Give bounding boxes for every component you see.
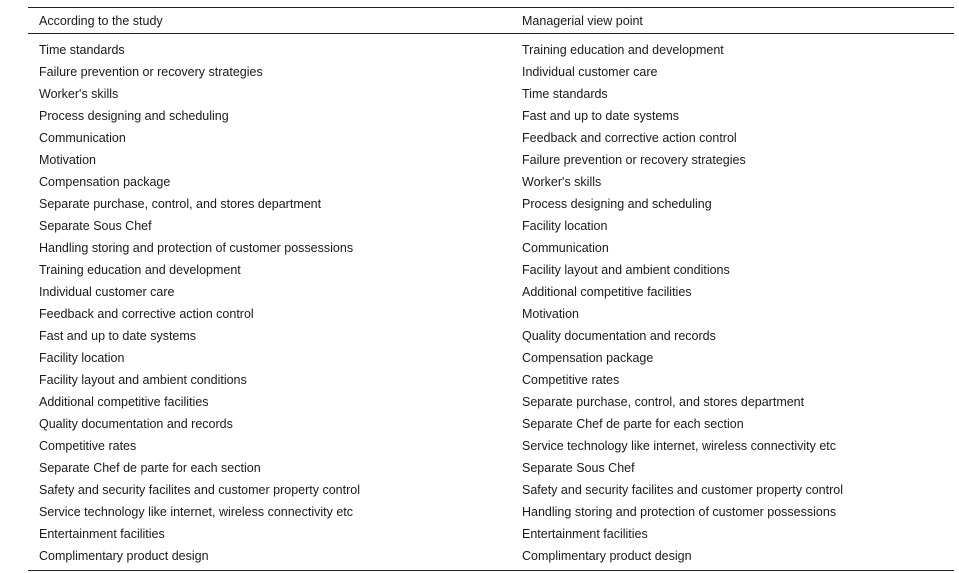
cell-study: Compensation package xyxy=(39,175,171,189)
column-header-managerial: Managerial view point xyxy=(511,8,954,34)
table-row xyxy=(28,501,954,523)
cell-study: Failure prevention or recovery strategies xyxy=(39,65,263,79)
cell-study: Feedback and corrective action control xyxy=(39,307,254,321)
cell-managerial: Service technology like internet, wireless connectivity etc xyxy=(522,439,837,453)
table-row xyxy=(28,259,954,281)
cell-managerial: Process designing and scheduling xyxy=(522,197,712,211)
cell-study: Facility layout and ambient conditions xyxy=(39,373,247,387)
table-row xyxy=(28,347,954,369)
cell-study: Worker's skills xyxy=(39,87,119,101)
cell-managerial: Entertainment facilities xyxy=(522,527,648,541)
table-row xyxy=(28,83,954,105)
cell-managerial: Separate Chef de parte for each section xyxy=(522,417,744,431)
comparison-table xyxy=(28,7,954,571)
cell-study: Communication xyxy=(39,131,126,145)
table-row xyxy=(28,435,954,457)
cell-study: Quality documentation and records xyxy=(39,417,233,431)
cell-study: Separate purchase, control, and stores department xyxy=(39,197,322,211)
table-row xyxy=(28,457,954,479)
cell-managerial: Separate purchase, control, and stores department xyxy=(522,395,805,409)
cell-study: Training education and development xyxy=(39,263,241,277)
cell-study: Entertainment facilities xyxy=(39,527,165,541)
cell-managerial: Separate Sous Chef xyxy=(522,461,635,475)
column-header-study: According to the study xyxy=(28,8,511,34)
table-row xyxy=(28,281,954,303)
cell-managerial: Fast and up to date systems xyxy=(522,109,680,123)
table-row xyxy=(28,523,954,545)
cell-study: Facility location xyxy=(39,351,125,365)
cell-study: Process designing and scheduling xyxy=(39,109,229,123)
cell-managerial: Worker's skills xyxy=(522,175,602,189)
cell-managerial: Training education and development xyxy=(522,43,724,57)
cell-study: Fast and up to date systems xyxy=(39,329,197,343)
cell-study: Individual customer care xyxy=(39,285,175,299)
table-row xyxy=(28,545,954,571)
table-row xyxy=(28,215,954,237)
cell-study: Complimentary product design xyxy=(28,545,511,571)
cell-managerial: Individual customer care xyxy=(522,65,658,79)
cell-managerial: Time standards xyxy=(522,87,608,101)
cell-managerial: Communication xyxy=(522,241,609,255)
cell-study: Handling storing and protection of customer possessions xyxy=(39,241,354,255)
table-row xyxy=(28,61,954,83)
table-row xyxy=(28,105,954,127)
cell-managerial: Failure prevention or recovery strategies xyxy=(522,153,746,167)
table-row xyxy=(28,479,954,501)
cell-study: Separate Sous Chef xyxy=(39,219,152,233)
header-row xyxy=(28,8,954,34)
cell-managerial: Complimentary product design xyxy=(511,545,954,571)
cell-managerial: Handling storing and protection of customer possessions xyxy=(522,505,837,519)
cell-managerial: Motivation xyxy=(522,307,579,321)
table-row xyxy=(28,369,954,391)
cell-managerial: Compensation package xyxy=(522,351,654,365)
cell-study: Competitive rates xyxy=(39,439,137,453)
table-row xyxy=(28,127,954,149)
comparison-table-container xyxy=(28,7,954,571)
table-body xyxy=(28,34,954,571)
table-row xyxy=(28,325,954,347)
cell-study: Safety and security facilites and customer property control xyxy=(39,483,360,497)
table-row xyxy=(28,34,954,62)
cell-study: Motivation xyxy=(39,153,96,167)
table-row xyxy=(28,237,954,259)
cell-managerial: Additional competitive facilities xyxy=(522,285,692,299)
table-row xyxy=(28,303,954,325)
cell-managerial: Facility location xyxy=(522,219,608,233)
cell-study: Service technology like internet, wireless connectivity etc xyxy=(39,505,354,519)
cell-study: Additional competitive facilities xyxy=(39,395,209,409)
table-row xyxy=(28,413,954,435)
table-row xyxy=(28,193,954,215)
cell-managerial: Feedback and corrective action control xyxy=(522,131,737,145)
cell-study: Time standards xyxy=(39,43,125,57)
table-row xyxy=(28,149,954,171)
cell-managerial: Facility layout and ambient conditions xyxy=(522,263,730,277)
table-row xyxy=(28,171,954,193)
cell-study: Separate Chef de parte for each section xyxy=(39,461,261,475)
table-row xyxy=(28,391,954,413)
cell-managerial: Competitive rates xyxy=(522,373,620,387)
cell-managerial: Quality documentation and records xyxy=(522,329,716,343)
cell-managerial: Safety and security facilites and customer property control xyxy=(522,483,843,497)
